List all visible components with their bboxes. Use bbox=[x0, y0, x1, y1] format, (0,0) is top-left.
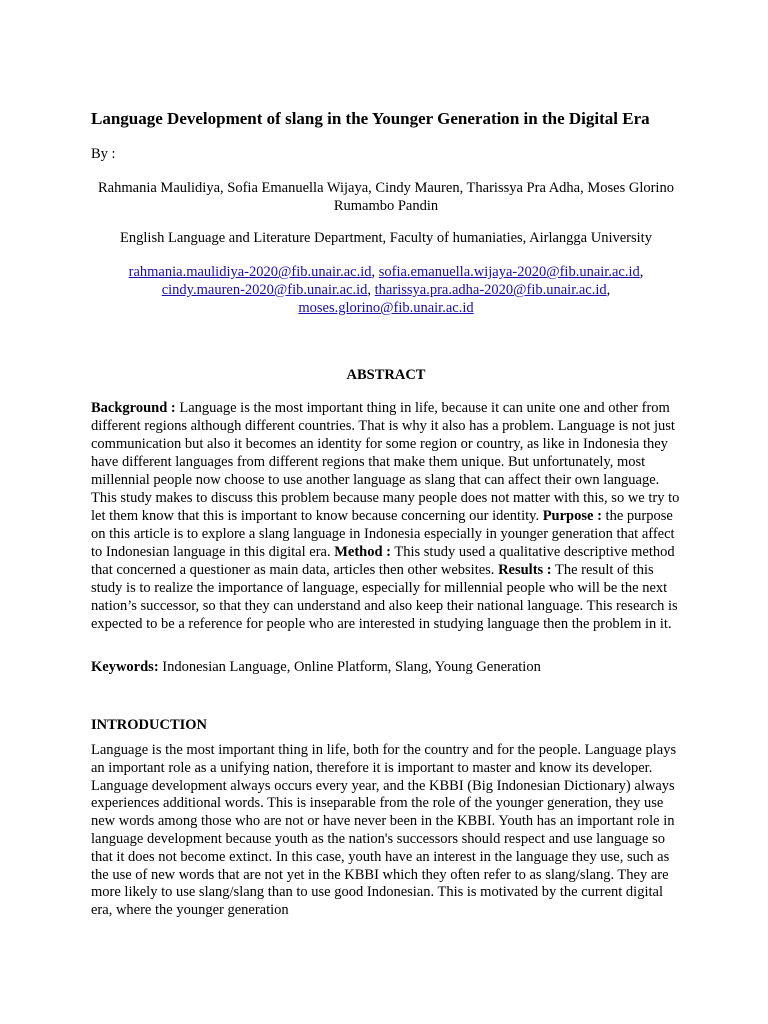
email-link[interactable]: rahmania.maulidiya-2020@fib.unair.ac.id bbox=[128, 264, 372, 280]
paper-title: Language Development of slang in the Younger Generation in the Digital Era bbox=[91, 109, 650, 128]
email-link[interactable]: cindy.mauren-2020@fib.unair.ac.id bbox=[161, 282, 368, 298]
results-label: Results : bbox=[498, 562, 552, 578]
purpose-text: the purpose on this article is to explore a slang language in Indonesia especially in younger generation that affect to Indonesian language in this digital era. bbox=[91, 508, 675, 560]
email-separator: , bbox=[371, 264, 379, 280]
affiliation: English Language and Literature Department, Faculty of humaniaties, Airlangga University bbox=[120, 230, 652, 246]
author-list: Rahmania Maulidiya, Sofia Emanuella Wijaya, Cindy Mauren, Tharissya Pra Adha, Moses Glorino Rumambo Pandin bbox=[98, 180, 674, 214]
email-link[interactable]: tharissya.pra.adha-2020@fib.unair.ac.id bbox=[374, 282, 607, 298]
email-link[interactable]: sofia.emanuella.wijaya-2020@fib.unair.ac.id bbox=[378, 264, 640, 280]
email-separator: , bbox=[639, 264, 644, 280]
abstract-heading: ABSTRACT bbox=[346, 367, 426, 383]
background-text: Language is the most important thing in life, because it can unite one and other from different regions although different countries. That is why it also has a problem. Language is not just communication but also it becomes an identity for some region or country, as like in Indonesia they have different languages from different regions that make them unique. But unfortunately, most millennial people now choose to use another language as slang that can affect their own language. This study makes to discuss this problem because many people does not matter with this, so we try to let them know that this is important to know because concerning our identity. bbox=[91, 400, 680, 524]
method-label: Method : bbox=[334, 544, 392, 560]
email-separator: , bbox=[606, 282, 611, 298]
email-link[interactable]: moses.glorino@fib.unair.ac.id bbox=[298, 300, 474, 316]
keywords-text: Indonesian Language, Online Platform, Slang, Young Generation bbox=[158, 659, 541, 675]
by-label: By : bbox=[91, 146, 116, 162]
email-list bbox=[91, 263, 681, 317]
email-separator: , bbox=[367, 282, 375, 298]
background-label: Background : bbox=[91, 400, 176, 416]
method-text: This study used a qualitative descriptive method that concerned a questioner as main data, articles then other websites. bbox=[91, 544, 675, 578]
introduction-heading: INTRODUCTION bbox=[91, 717, 208, 733]
introduction-body: Language is the most important thing in life, both for the country and for the people. Language plays an important role as a unifying nation, therefore it is important to master and know its developer. Language development always occurs every year, and the KBBI (Big Indonesian Dictionary) always experiences additional words. This is inseparable from the role of the younger generation, they use new words among those who are not or have never been in the KBBI. Youth has an important role in language development because youth as the nation's successors should respect and use language so that it does not become extinct. In this case, youth have an interest in the language they use, such as the use of new words that are not yet in the KBBI which they often refer to as slang/slang. They are more likely to use slang/slang than to use good Indonesian. This is motivated by the current digital era, where the younger generation bbox=[91, 742, 677, 919]
abstract-body bbox=[91, 399, 681, 633]
results-text: The result of this study is to realize the importance of language, especially for millennial people who will be the next nation’s successor, so that they can understand and also keep their national language. This research is expected to be a reference for people who are interested in studying language then the problem in it. bbox=[91, 562, 678, 632]
keywords-line bbox=[91, 658, 681, 676]
keywords-label: Keywords: bbox=[91, 659, 159, 675]
purpose-label: Purpose : bbox=[542, 508, 602, 524]
